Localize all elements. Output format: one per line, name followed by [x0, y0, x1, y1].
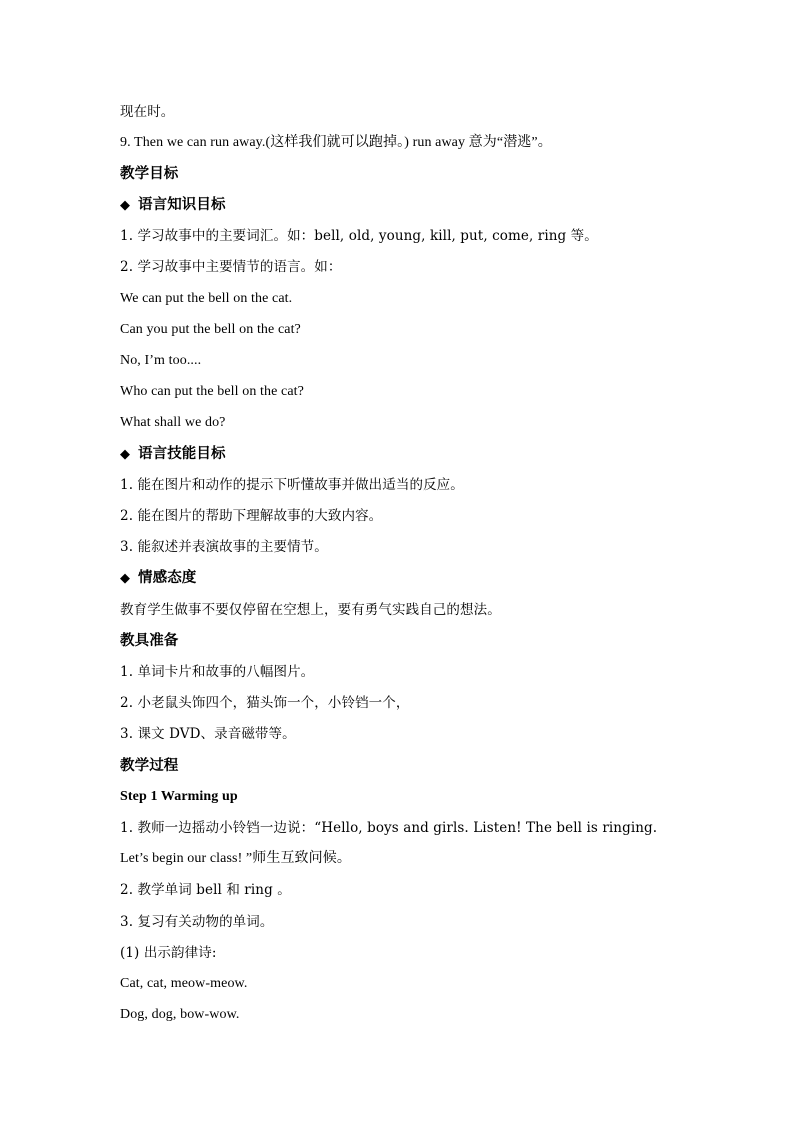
list-item: 3. 能叙述并表演故事的主要情节。: [120, 539, 328, 555]
example-sentence: No, I’m too....: [120, 353, 202, 368]
list-item: 1. 单词卡片和故事的八幅图片。: [120, 664, 315, 680]
subsection-heading: [120, 196, 226, 215]
step-heading: Step 1 Warming up: [120, 789, 238, 804]
list-item: 3. 复习有关动物的单词。: [120, 914, 274, 930]
subsection-heading: [120, 569, 196, 588]
rhyme-line: Cat, cat, meow-meow.: [120, 976, 248, 991]
list-item-continuation: Let’s begin our class! ”师生互致问候。: [120, 851, 351, 866]
rhyme-line: Dog, dog, bow-wow.: [120, 1007, 240, 1022]
list-item: 3. 课文 DVD、录音磁带等。: [120, 726, 296, 742]
text-line: 现在时。: [120, 104, 175, 120]
diamond-bullet-icon: ◆: [120, 447, 131, 462]
section-heading: 教学过程: [120, 758, 179, 774]
list-item: 2. 能在图片的帮助下理解故事的大致内容。: [120, 508, 383, 524]
list-item: 2. 教学单词 bell 和 ring 。: [120, 882, 291, 898]
example-sentence: What shall we do?: [120, 415, 226, 430]
paragraph: 教育学生做事不要仅停留在空想上，要有勇气实践自己的想法。: [120, 602, 501, 618]
diamond-bullet-icon: ◆: [120, 198, 131, 213]
section-heading: 教具准备: [120, 633, 179, 649]
diamond-bullet-icon: ◆: [120, 571, 131, 586]
example-sentence: We can put the bell on the cat.: [120, 291, 293, 306]
subsection-heading-label: 语言技能目标: [138, 446, 226, 462]
example-sentence: Who can put the bell on the cat?: [120, 384, 304, 399]
subsection-heading: [120, 445, 226, 464]
list-item: 2. 学习故事中主要情节的语言。如：: [120, 259, 342, 275]
sub-list-item: (1) 出示韵律诗:: [120, 945, 217, 961]
subsection-heading-label: 语言知识目标: [138, 197, 226, 213]
list-item: 1. 学习故事中的主要词汇。如：bell, old, young, kill, put, come, ring 等。: [120, 228, 598, 244]
text-line: 9. Then we can run away.(这样我们就可以跑掉。) run away 意为“潜逃”。: [120, 135, 552, 150]
section-heading: 教学目标: [120, 166, 179, 182]
list-item: 1. 教师一边摇动小铃铛一边说：“Hello, boys and girls. Listen! The bell is ringing.: [120, 820, 658, 836]
list-item: 1. 能在图片和动作的提示下听懂故事并做出适当的反应。: [120, 477, 464, 493]
example-sentence: Can you put the bell on the cat?: [120, 322, 301, 337]
list-item: 2. 小老鼠头饰四个，猫头饰一个，小铃铛一个，: [120, 695, 410, 711]
subsection-heading-label: 情感态度: [138, 570, 197, 586]
